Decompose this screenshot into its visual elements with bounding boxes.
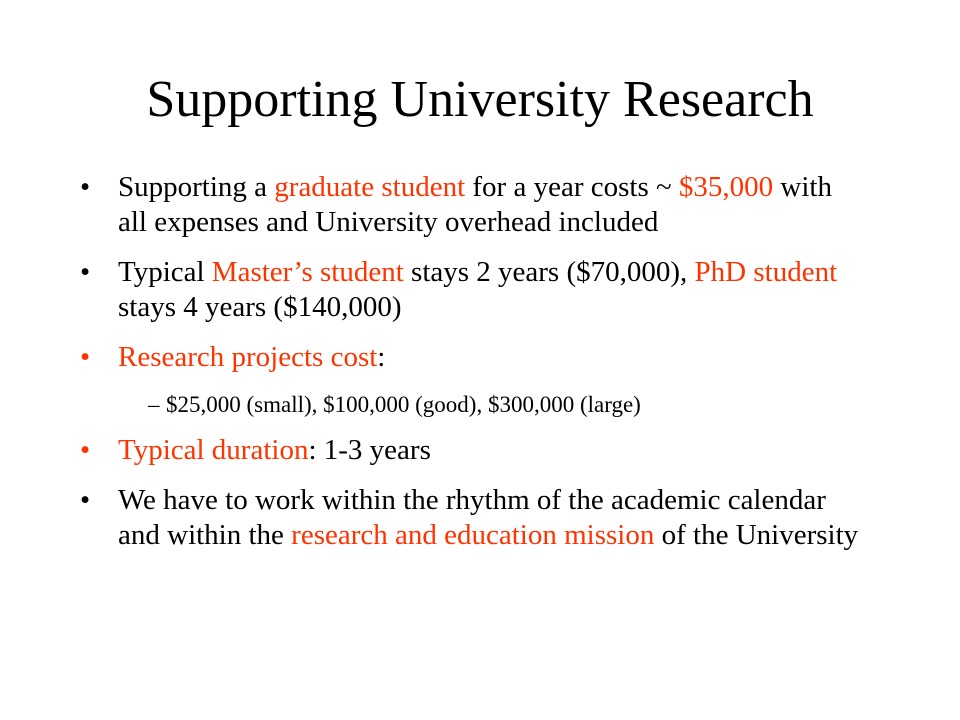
highlighted-text: Research projects cost: [118, 341, 378, 373]
bullet-marker: •: [80, 256, 91, 288]
bullet-text: Typical: [118, 256, 212, 288]
bullet-item: [80, 170, 860, 240]
bullet-marker: •: [80, 434, 91, 466]
dash-marker: –: [148, 392, 160, 417]
bullet-text: Supporting a: [118, 171, 275, 203]
bullet-text: with all expenses and University overhead included: [118, 171, 832, 238]
highlighted-text: $35,000: [678, 171, 774, 203]
highlighted-text: research and education mission: [291, 519, 655, 551]
bullet-marker: •: [80, 341, 91, 373]
slide-title: Supporting University Research: [146, 71, 814, 128]
bullet-list: [80, 170, 860, 568]
highlighted-text: graduate student: [274, 171, 466, 203]
bullet-marker: •: [80, 171, 91, 203]
highlighted-text: PhD student: [694, 256, 838, 288]
bullet-text: : 1-3 years: [308, 434, 431, 466]
bullet-text: $25,000 (small), $100,000 (good), $300,000 (large): [166, 392, 641, 417]
bullet-marker: •: [80, 484, 91, 516]
bullet-item: [80, 255, 860, 325]
bullet-text: :: [377, 341, 386, 373]
bullet-item: [80, 433, 860, 468]
bullet-text: stays 4 years ($140,000): [118, 291, 402, 323]
bullet-item: [80, 483, 860, 553]
bullet-item: [80, 340, 860, 375]
bullet-text: We have to work within the rhythm of the academic calendar and within the: [118, 484, 826, 551]
sub-bullet-item: [80, 390, 860, 420]
highlighted-text: Master’s student: [211, 256, 404, 288]
bullet-text: stays 2 years ($70,000),: [403, 256, 695, 288]
bullet-text: of the University: [654, 519, 859, 551]
highlighted-text: Typical duration: [118, 434, 309, 466]
bullet-text: for a year costs ~: [465, 171, 679, 203]
